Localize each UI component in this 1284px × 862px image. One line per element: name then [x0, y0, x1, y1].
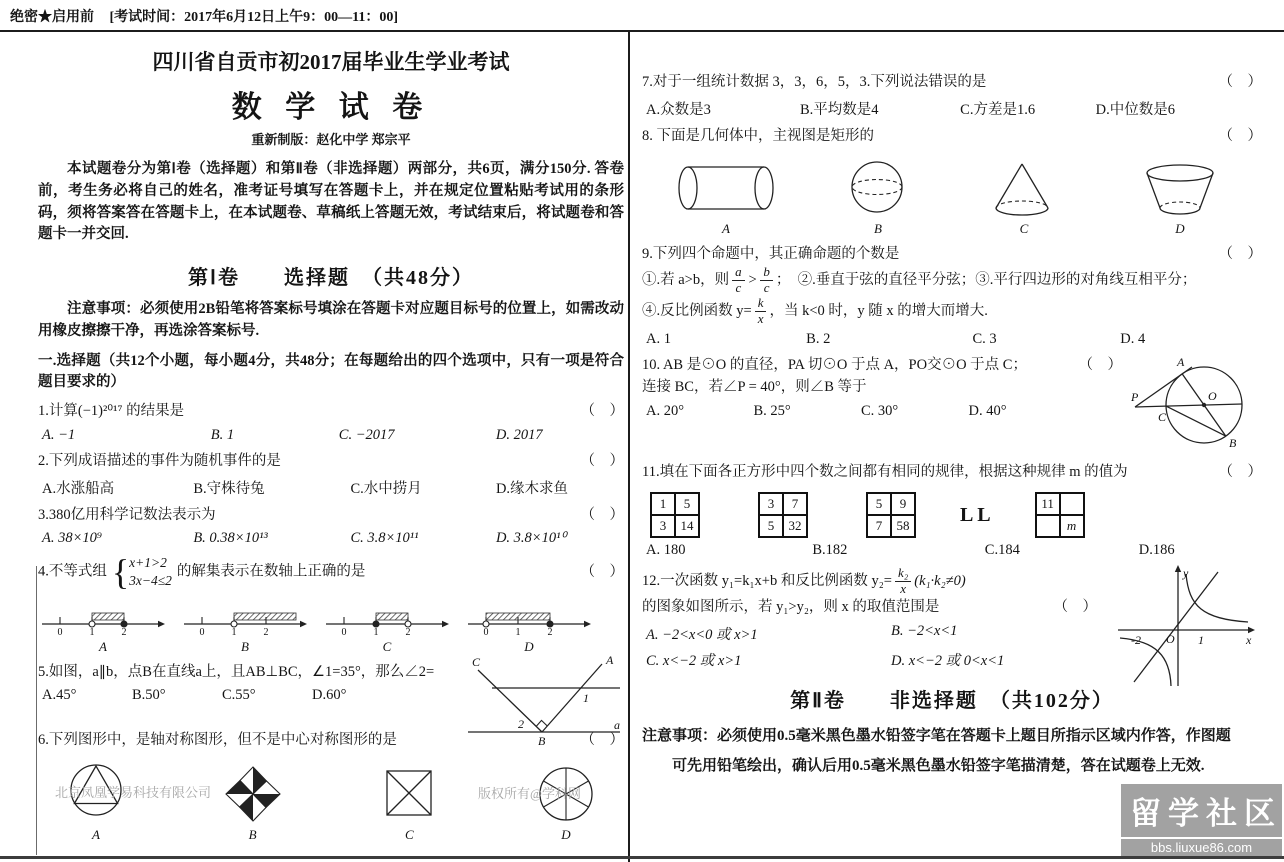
q9-p1-pre: ①.若 a>b，则: [642, 272, 730, 289]
figure-label: B: [874, 220, 882, 236]
option-b: B. 0.38×10¹³: [193, 530, 268, 547]
q4-numberline-figures: [40, 600, 624, 655]
option-d: D. 3.8×10¹⁰: [495, 530, 567, 547]
answer-bracket: （ ）: [580, 506, 624, 523]
square-cell: 14: [675, 515, 699, 537]
angle-1-label: 1: [583, 690, 589, 705]
question-6-figures: [38, 762, 624, 843]
numberline-figure-c: [324, 600, 450, 638]
left-column: [38, 32, 624, 843]
q9-propositions-line1: [642, 265, 1262, 296]
question-9-stem: [642, 244, 1262, 266]
ellipsis-marks: L L: [960, 503, 991, 526]
notice-text: 必须使用2B铅笔将答案标号填涂在答题卡对应题目标号的位置上，如需改动用橡皮擦擦干净，再选涂答案标号.: [38, 301, 624, 339]
numberline-figure-a: [40, 600, 166, 638]
tick-label: 2: [121, 626, 127, 638]
question-3-options: [42, 530, 624, 547]
option-c: C.水中捞月: [350, 480, 422, 497]
tick-label: 1: [373, 626, 379, 638]
figure-label: C: [404, 827, 414, 843]
option-c: C. −2017: [338, 426, 395, 443]
question-3: [38, 505, 624, 548]
option-d: D. 2017: [495, 426, 543, 443]
option-c: C.方差是1.6: [960, 101, 1036, 118]
section2-notice-line2: 可先用铅笔绘出，确认后用0.5毫米黑色墨水铅签字笔描清楚，答在试题卷上无效.: [672, 757, 1205, 774]
numberline-option-b: [182, 600, 308, 655]
q4-post: 的解集表示在数轴上正确的是: [176, 563, 366, 580]
q10-circle-figure: [1130, 351, 1254, 459]
option-b: B. −2<x<1: [891, 622, 958, 639]
option-d: D. 40°: [968, 402, 1007, 419]
intro-paragraph: 本试题卷分为第Ⅰ卷（选择题）和第Ⅱ卷（非选择题）两部分，共6页，满分150分. 答卷前，考生务必将自己的姓名，准考证号填写在答题卡上，并在规定位置粘贴考试用的条形码，须将答案答在答题卡上，在本试题卷、草稿纸上答题无效，考试结束后，将试题卷和答题卡一并交回.: [38, 161, 624, 243]
tick-label: 2: [405, 626, 411, 638]
question-7: [642, 72, 1262, 119]
number-square-1: [650, 492, 700, 538]
option-d: D. x<−2 或 0<x<1: [891, 652, 1005, 669]
option-c: C. x<−2 或 x>1: [646, 652, 742, 669]
point-a-label: A: [1177, 355, 1185, 369]
y-axis-label: y: [1183, 566, 1189, 581]
q11-number-squares: [650, 492, 1262, 538]
option-a: A. −1: [42, 426, 76, 443]
tick-label: 1: [231, 626, 237, 638]
question-11-text: 11.填在下面各正方形中四个数之间都有相同的规律，根据这种规律 m 的值为: [642, 463, 1128, 480]
question-6-stem: [38, 730, 624, 752]
system-brace: {: [111, 552, 130, 593]
q8-figure-b: [832, 158, 924, 237]
square-cell: 5: [867, 493, 891, 515]
fraction-b-over-c: $\frac{b}{c}$: [760, 265, 773, 296]
fraction-a-over-c: $\frac{a}{c}$: [732, 265, 745, 296]
question-1: [38, 401, 624, 444]
question-12-text-2: 的图象如图所示，若 y₁>y₂，则 x 的取值范围是: [642, 599, 940, 616]
option-d: D. 4: [1120, 331, 1146, 347]
answer-bracket: （ ）: [1053, 599, 1097, 616]
x-1-label: 1: [1198, 633, 1204, 648]
q8-figure-c: [972, 158, 1076, 237]
fraction-k-over-x: $\frac{k}{x}$: [755, 296, 767, 327]
fraction-k2-over-x: $\frac{\text{k₂}}{x}$: [895, 566, 911, 597]
option-c: C. 3: [972, 331, 997, 347]
square-diagonals-figure: [377, 762, 441, 826]
credit-line: 重新制版：赵化中学 郑宗平: [251, 132, 411, 147]
comparison-sign: >: [747, 272, 758, 289]
figure-label: A: [722, 220, 730, 236]
question-3-stem: [38, 505, 624, 527]
option-d: D.缘木求鱼: [495, 480, 569, 497]
q4-pre: 4.不等式组: [38, 563, 107, 580]
square-cell: [1036, 515, 1060, 537]
question-2-text: 2.下列成语描述的事件为随机事件的是: [38, 452, 281, 469]
notice-label: 注意事项：: [642, 727, 718, 744]
answer-bracket: （ ）: [1218, 245, 1262, 262]
inequality-2: 3x−4≤2: [129, 573, 172, 589]
option-c: C. 3.8×10¹¹: [350, 530, 419, 547]
angle-2-label: 2: [518, 716, 524, 731]
notice-label: 注意事项：: [67, 301, 140, 317]
question-1-text: 1.计算(−1)²⁰¹⁷ 的结果是: [38, 403, 185, 419]
pinwheel-figure: [221, 762, 285, 826]
question-1-options: [42, 427, 624, 444]
point-p-label: P: [1131, 390, 1139, 404]
figure-label: B: [241, 638, 249, 654]
question-9-options: [646, 331, 1262, 348]
question-9: [642, 244, 1262, 349]
tick-label: 0: [341, 626, 347, 638]
square-cell: 7: [783, 493, 807, 515]
question-11-options: [646, 542, 1262, 559]
question-3-text: 3.380亿用科学记数法表示为: [38, 506, 216, 523]
right-column: [642, 32, 1262, 781]
question-7-options: [646, 98, 1262, 119]
cone-figure: [972, 158, 1076, 220]
square-cell: 11: [1036, 493, 1060, 515]
square-cell: 5: [675, 493, 699, 515]
question-10-text-2: 连接 BC，若∠P = 40°，则∠B 等于: [642, 378, 867, 395]
option-a: A. 38×10⁹: [42, 530, 102, 547]
option-c: C. 30°: [861, 402, 899, 419]
q9-p1-post: ； ②.垂直于弦的直径平分弦；③.平行四边形的对角线互相平分；: [775, 272, 1197, 289]
notice-text-1: 必须使用0.5毫米黑色墨水铅签字笔在答题卡上题目所指示区域内作答，作图题: [717, 727, 1231, 744]
numberline-figure-d: [466, 600, 592, 638]
answer-bracket: （ ）: [580, 732, 624, 749]
question-10: [642, 355, 1262, 450]
point-b-label: B: [538, 733, 546, 748]
left-margin-line: [36, 566, 37, 855]
numberline-option-a: [40, 600, 166, 655]
liuxue-logo-watermark: [1121, 784, 1282, 856]
paper-title: 数 学 试 卷: [231, 91, 431, 124]
answer-bracket: （ ）: [1218, 463, 1262, 480]
square-cell-m: m: [1060, 515, 1084, 537]
tick-label: 1: [515, 626, 521, 638]
square-cell: 3: [651, 515, 675, 537]
numberline-option-c: [324, 600, 450, 655]
q9-p4-pre: ④.反比例函数 y=: [642, 302, 752, 319]
exam-title: 四川省自贡市初2017届毕业生学业考试: [152, 50, 510, 74]
x-axis-label: x: [1246, 633, 1252, 648]
page-bottom-edge: [0, 856, 1284, 859]
section2-notice-line1: [642, 721, 1262, 751]
q6-figure-a: [64, 762, 128, 843]
tick-label: 0: [483, 626, 489, 638]
question-4: [38, 554, 624, 654]
option-a: A.众数是3: [646, 101, 711, 118]
option-b: B.50°: [132, 687, 166, 704]
option-b: B. 25°: [753, 402, 791, 419]
option-b: B.平均数是4: [800, 101, 879, 118]
number-square-3: [866, 492, 916, 538]
inequality-system: [111, 552, 172, 593]
square-cell: 58: [891, 515, 915, 537]
figure-label: A: [92, 827, 100, 843]
figure-label: C: [1019, 220, 1029, 236]
number-square-2: [758, 492, 808, 538]
section1-title: 第Ⅰ卷 选择题 （共48分）: [188, 267, 474, 289]
option-a: A. 1: [646, 331, 671, 347]
option-d: D.186: [1138, 542, 1175, 559]
point-a-label: A: [606, 652, 614, 667]
question-8-figures: [642, 158, 1262, 237]
question-2-stem: [38, 451, 624, 473]
option-b: B.182: [812, 542, 848, 559]
sphere-figure: [832, 158, 924, 220]
question-10-text-1: 10. AB 是⊙O 的直径，PA 切⊙O 于点 A，PO交⊙O 于点 C；: [642, 357, 1027, 373]
question-12-options: [646, 623, 1066, 670]
square-cell: [1060, 493, 1084, 515]
secrecy-label: 绝密★启用前: [10, 10, 94, 25]
question-5-text: 5.如图，a∥b，点B在直线a上，且AB⊥BC，∠1=35°，那么∠2=: [38, 663, 435, 680]
tick-label: 0: [57, 626, 63, 638]
number-square-4: [1035, 492, 1085, 538]
question-10-options: [646, 403, 1076, 420]
square-cell: 7: [867, 515, 891, 537]
q8-figure-a: [668, 158, 784, 237]
option-d: D.中位数是6: [1095, 101, 1176, 118]
option-a: A. 20°: [646, 402, 685, 419]
option-c: C.55°: [222, 687, 256, 704]
mc-instructions: 一.选择题（共12个小题，每小题4分，共48分；在每题给出的四个选项中，只有一项是符合题目要求的）: [38, 352, 624, 391]
answer-bracket: （ ）: [580, 563, 624, 580]
figure-label: D: [561, 827, 571, 843]
figure-label: C: [382, 638, 392, 654]
tick-label: 0: [199, 626, 205, 638]
company-watermark: 北京凤凰学易科技有限公司: [55, 785, 212, 800]
line-a-label: a: [614, 717, 620, 732]
q6-figure-b: [221, 762, 285, 843]
column-divider: [628, 30, 630, 862]
option-a: A. −2<x<0 或 x>1: [646, 626, 758, 643]
option-c: C.184: [984, 542, 1020, 559]
q8-figure-d: [1124, 158, 1236, 237]
section2-title: 第Ⅱ卷 非选择题 （共102分）: [790, 689, 1114, 712]
option-b: B.守株待兔: [193, 480, 265, 497]
question-1-stem: [38, 401, 624, 423]
square-cell: 9: [891, 493, 915, 515]
q12-graph-figure: [1114, 564, 1256, 690]
figure-label: D: [1175, 220, 1185, 236]
square-cell: 5: [759, 515, 783, 537]
question-12: [642, 566, 1262, 670]
answer-bracket: （ ）: [1218, 127, 1262, 144]
center-o-label: O: [1208, 389, 1217, 403]
option-a: A. 180: [646, 542, 686, 559]
logo-text: 留学社区: [1121, 784, 1282, 837]
q6-figure-d: [534, 762, 598, 843]
section1-notice: [38, 299, 624, 343]
option-a: A.45°: [42, 687, 77, 704]
square-cell: 3: [759, 493, 783, 515]
figure-label: B: [248, 827, 257, 843]
question-2-options: [42, 477, 624, 498]
question-9-text: 9.下列四个命题中，其正确命题的个数是: [642, 245, 900, 262]
tick-label: 1: [89, 626, 95, 638]
point-c-label: C: [472, 654, 481, 669]
origin-label: O: [1166, 632, 1175, 647]
exam-time-label: [考试时间：2017年6月12日上午9：00—11：00]: [109, 10, 399, 25]
option-a: A.水涨船高: [42, 480, 115, 497]
square-cell: 32: [783, 515, 807, 537]
question-8-stem: [642, 126, 1262, 148]
question-11-stem: [642, 462, 1262, 484]
question-8: [642, 126, 1262, 237]
cylinder-figure: [668, 158, 784, 220]
question-12-condition: (k₁·k₂≠0): [914, 573, 966, 590]
answer-bracket: （ ）: [1218, 74, 1262, 90]
option-b: B. 2: [806, 331, 831, 347]
copyright-watermark: 版权所有@学科网: [478, 786, 581, 801]
answer-bracket: （ ）: [580, 452, 624, 469]
q9-p4-post: ，当 k<0 时，y 随 x 的增大而增大.: [769, 302, 988, 319]
answer-bracket: （ ）: [580, 403, 624, 419]
option-b: B. 1: [210, 426, 235, 443]
point-b-label: B: [1229, 436, 1237, 450]
figure-label: D: [524, 638, 534, 654]
question-6-text: 6.下列图形中，是轴对称图形，但不是中心对称图形的是: [38, 732, 397, 749]
question-7-stem: [642, 72, 1262, 94]
option-d: D.60°: [312, 687, 347, 704]
x-neg2-label: -2: [1131, 633, 1141, 648]
numberline-figure-b: [182, 600, 308, 638]
question-4-stem: [38, 552, 624, 593]
inequality-1: x+1>2: [129, 555, 167, 571]
logo-url: bbs.liuxue86.com: [1121, 839, 1282, 856]
numberline-option-d: [466, 600, 592, 655]
question-8-text: 8. 下面是几何体中，主视图是矩形的: [642, 127, 874, 144]
question-2: [38, 451, 624, 498]
frustum-figure: [1124, 158, 1236, 220]
question-12-text-1: 12.一次函数 y₁=k₁x+b 和反比例函数 y₂=: [642, 573, 892, 590]
tick-label: 2: [547, 626, 553, 638]
question-11: [642, 462, 1262, 560]
tick-label: 2: [263, 626, 269, 638]
question-7-text: 7.对于一组统计数据 3，3，6，5，3.下列说法错误的是: [642, 74, 987, 90]
q6-figure-c: [377, 762, 441, 843]
square-cell: 1: [651, 493, 675, 515]
page-header: [10, 6, 398, 26]
point-c-label: C: [1158, 410, 1167, 424]
q9-propositions-line2: [642, 296, 1262, 327]
question-4-text: [38, 552, 573, 593]
figure-label: A: [99, 638, 107, 654]
system-rows: [129, 554, 172, 590]
answer-bracket: （ ）: [1078, 357, 1122, 373]
